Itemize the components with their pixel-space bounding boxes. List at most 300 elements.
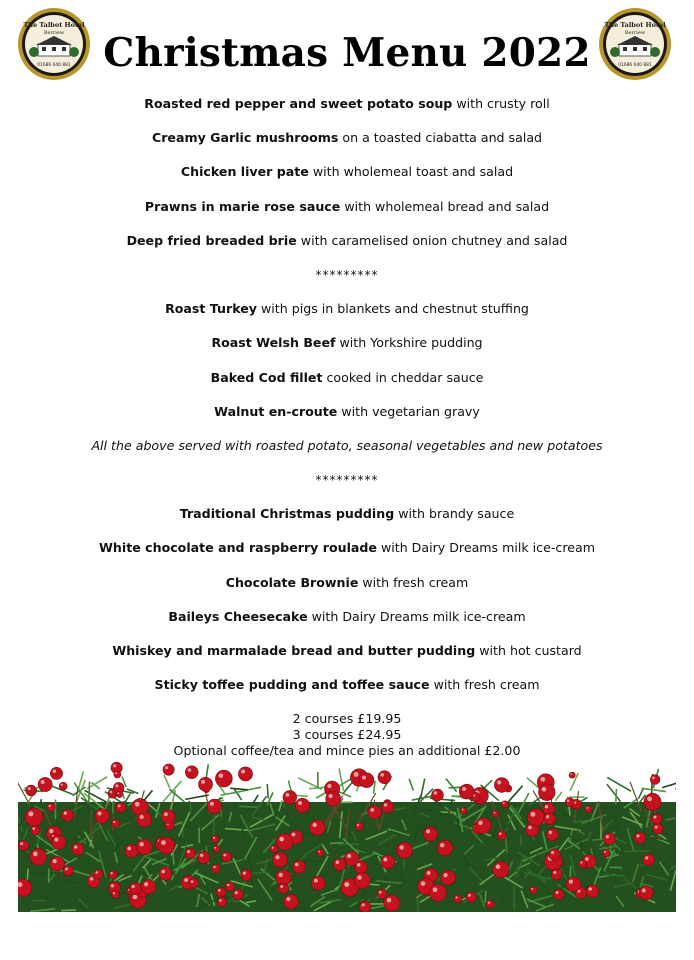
berry-highlight (95, 871, 98, 874)
red-berry (345, 851, 359, 865)
berry-highlight (28, 787, 31, 790)
menu-body (0, 94, 694, 709)
red-berry (163, 764, 174, 775)
berry-highlight (292, 833, 296, 837)
dish-description: with brandy sauce (394, 506, 515, 522)
berry-highlight (426, 829, 430, 833)
dish-name: Traditional Christmas pudding (179, 506, 395, 522)
red-berry (650, 775, 660, 785)
berry-highlight (427, 871, 431, 875)
red-berry (31, 826, 40, 835)
berry-highlight (223, 854, 226, 857)
dish-description: with Dairy Dreams milk ice-cream (376, 540, 595, 556)
berry-highlight (642, 889, 646, 893)
berry-highlight (275, 855, 279, 859)
dish-name: Baked Cod fillet (210, 369, 323, 385)
red-berry (652, 814, 663, 825)
berry-highlight (604, 851, 606, 853)
pine-needle (625, 851, 649, 852)
red-berry (212, 835, 219, 842)
pine-needle (555, 792, 562, 801)
dish-description: with fresh cream (429, 677, 540, 693)
berry-highlight (586, 807, 588, 809)
berry-highlight (90, 877, 94, 881)
red-berry (207, 799, 221, 813)
red-berry (295, 798, 309, 812)
berry-highlight (362, 903, 365, 906)
berry-highlight (113, 821, 115, 823)
red-berry (377, 889, 387, 899)
pine-needle (112, 803, 113, 818)
pine-needle (616, 789, 617, 804)
logo-name: The Talbot Hotel (23, 21, 85, 29)
berry-highlight (219, 773, 224, 778)
berry-highlight (636, 834, 639, 837)
red-berry (459, 784, 474, 799)
dish-name: Deep fried breaded brie (126, 232, 297, 248)
red-berry (284, 894, 299, 909)
berry-highlight (115, 772, 117, 774)
dish-name: Roasted red pepper and sweet potato soup (144, 96, 453, 111)
starter-item (0, 162, 694, 196)
red-berry (30, 848, 47, 865)
dish-name: Roast Turkey (165, 301, 257, 317)
berry-highlight (645, 856, 648, 859)
red-berry (158, 837, 175, 854)
berry-highlight (545, 805, 548, 808)
pine-needle (80, 803, 103, 804)
berry-highlight (210, 802, 214, 806)
dish-name: Sticky toffee pudding and toffee sauce (154, 677, 430, 693)
dish-description: with crusty roll (452, 96, 550, 111)
red-berry (270, 845, 277, 852)
dish-name: Baileys Cheesecake (168, 608, 308, 624)
red-berry (222, 852, 232, 862)
pine-needle (675, 788, 676, 789)
red-berry (384, 895, 400, 911)
berry-highlight (200, 854, 203, 857)
berry-highlight (455, 897, 457, 899)
dessert-item (0, 538, 694, 572)
berry-highlight (540, 777, 545, 782)
berry-highlight (161, 840, 166, 845)
section-separator: ********* (315, 267, 379, 282)
red-berry (527, 809, 544, 826)
red-berry (569, 772, 575, 778)
dessert-item (0, 504, 694, 538)
red-berry (189, 878, 199, 888)
pine-needle (639, 788, 644, 798)
berry-highlight (280, 885, 283, 888)
berry-highlight (488, 901, 490, 903)
dish-description: cooked in cheddar sauce (322, 369, 484, 385)
berry-highlight (567, 799, 570, 802)
red-berry (216, 887, 226, 897)
berry-highlight (380, 773, 384, 777)
berry-highlight (357, 824, 359, 826)
red-berry (381, 855, 395, 869)
berry-highlight (478, 821, 482, 825)
berry-highlight (528, 826, 532, 830)
pine-needle (202, 882, 203, 896)
red-berry (129, 883, 141, 895)
red-berry (61, 809, 73, 821)
red-berry (475, 818, 491, 834)
red-berry (161, 810, 175, 824)
holly-berry-garland-image (18, 762, 676, 912)
pine-needle (330, 843, 343, 844)
berry-highlight (113, 764, 116, 767)
red-berry (116, 791, 122, 797)
red-berry (554, 889, 564, 899)
red-berry (454, 895, 462, 903)
red-berry (225, 882, 234, 891)
berry-highlight (279, 873, 283, 877)
berry-highlight (462, 787, 466, 791)
red-berry (114, 771, 121, 778)
berry-highlight (503, 802, 505, 804)
red-berry (199, 777, 213, 791)
berry-highlight (553, 871, 556, 874)
red-berry (432, 789, 444, 801)
pine-needle (185, 795, 209, 799)
berry-highlight (570, 773, 572, 775)
pine-needle (605, 875, 625, 876)
berry-highlight (272, 847, 274, 849)
pine-needle (662, 781, 676, 787)
pine-needle (230, 788, 248, 790)
dish-description: with Dairy Dreams milk ice-cream (307, 608, 526, 624)
pine-needle (169, 789, 184, 802)
berry-highlight (41, 780, 45, 784)
berry-highlight (314, 879, 318, 883)
berry-highlight (219, 899, 222, 902)
price-two-courses: 2 courses £19.95 (292, 711, 402, 726)
red-berry (137, 839, 153, 855)
berry-highlight (354, 772, 359, 777)
berry-highlight (443, 873, 447, 877)
mains-note: All the above served with roasted potato, seasonal vegetables and new potatoes (91, 437, 603, 453)
red-berry (493, 861, 509, 877)
logo-place: Berriew (43, 30, 65, 36)
red-berry (461, 807, 467, 813)
berry-highlight (421, 881, 426, 886)
berry-highlight (542, 787, 547, 792)
red-berry (530, 886, 537, 893)
berry-highlight (379, 891, 382, 894)
berry-highlight (327, 784, 331, 788)
red-berry (185, 766, 198, 779)
dish-description: with pigs in blankets and chestnut stuffing (256, 301, 529, 317)
red-berry (355, 822, 363, 830)
berry-highlight (347, 854, 351, 858)
red-berry (604, 833, 616, 845)
red-berry (494, 778, 509, 793)
red-berry (368, 806, 381, 819)
main-item (0, 333, 694, 367)
red-berry (63, 866, 73, 876)
berry-highlight (165, 766, 168, 769)
red-berry (198, 851, 210, 863)
berry-highlight (74, 845, 77, 848)
main-item (0, 299, 694, 333)
berry-highlight (98, 811, 102, 815)
berry-highlight (295, 863, 299, 867)
dish-description: with wholemeal toast and salad (308, 164, 514, 180)
red-berry (549, 849, 560, 860)
red-berry (213, 845, 220, 852)
dish-description: with Yorkshire pudding (335, 335, 483, 351)
berry-highlight (362, 775, 366, 779)
berry-highlight (344, 882, 349, 887)
red-berry (382, 801, 394, 813)
red-berry (212, 864, 220, 872)
berry-highlight (357, 863, 360, 866)
dish-name: White chocolate and raspberry roulade (99, 540, 377, 556)
red-berry (586, 885, 599, 898)
pine-needle (502, 897, 503, 908)
pine-needle (514, 886, 515, 910)
berry-highlight (312, 823, 316, 827)
pine-needle (409, 779, 413, 791)
red-berry (643, 854, 655, 866)
berry-highlight (132, 885, 135, 888)
main-item (0, 402, 694, 436)
red-berry (25, 808, 43, 826)
red-berry (437, 840, 453, 856)
berry-highlight (549, 831, 552, 834)
main-item (0, 368, 694, 402)
red-berry (644, 793, 661, 810)
dessert-item (0, 573, 694, 607)
berry-highlight (20, 842, 23, 845)
red-berry (38, 777, 52, 791)
red-berry (653, 824, 663, 834)
berry-highlight (115, 784, 118, 787)
logo-phone: 01686 640 881 (37, 63, 71, 68)
berry-highlight (184, 878, 188, 882)
berry-highlight (387, 898, 392, 903)
dish-name: Whiskey and marmalade bread and butter pudding (112, 643, 476, 658)
berry-highlight (161, 870, 165, 874)
red-berry (283, 791, 297, 805)
dessert-item (0, 607, 694, 641)
berry-highlight (54, 838, 58, 842)
red-berry (551, 869, 562, 880)
pine-needle (89, 781, 90, 802)
berry-highlight (399, 845, 403, 849)
red-berry (546, 829, 558, 841)
red-berry (278, 883, 288, 893)
berry-highlight (647, 796, 652, 801)
berry-highlight (585, 857, 589, 861)
berry-highlight (530, 812, 535, 817)
red-berry (47, 803, 55, 811)
berry-highlight (213, 837, 215, 839)
red-berry (396, 842, 412, 858)
red-berry (141, 880, 155, 894)
red-berry (360, 901, 371, 912)
red-berry (634, 832, 645, 843)
berry-highlight (53, 770, 56, 773)
pine-needle (642, 788, 666, 791)
berry-highlight (144, 882, 148, 886)
logo-phone: 01686 640 881 (618, 63, 652, 68)
berry-highlight (191, 880, 194, 883)
red-berry (602, 849, 610, 857)
red-berry (241, 869, 252, 880)
pine-needle (27, 869, 28, 881)
red-berry (359, 773, 374, 788)
red-berry (233, 889, 244, 900)
logo-name: The Talbot Hotel (604, 21, 666, 29)
pine-needle (214, 813, 215, 837)
berry-highlight (140, 815, 144, 819)
berry-highlight (433, 887, 438, 892)
berry-highlight (139, 842, 143, 846)
red-berry (109, 870, 117, 878)
berry-highlight (328, 794, 332, 798)
red-berry (579, 860, 587, 868)
red-berry (326, 791, 341, 806)
red-berry (565, 798, 574, 807)
garland-illustration (18, 762, 676, 912)
dish-name: Roast Welsh Beef (211, 335, 336, 351)
berry-highlight (61, 784, 63, 786)
red-berry (95, 809, 110, 824)
red-berry (333, 858, 345, 870)
dish-description: with hot custard (475, 643, 582, 658)
red-berry (112, 819, 120, 827)
red-berry (544, 813, 556, 825)
dish-description: on a toasted ciabatta and salad (338, 130, 543, 146)
red-berry (378, 771, 391, 784)
berry-highlight (65, 868, 68, 871)
berry-highlight (298, 801, 302, 805)
red-berry (429, 884, 446, 901)
berry-highlight (235, 891, 238, 894)
berry-highlight (201, 780, 205, 784)
pine-needle (267, 784, 268, 798)
berry-highlight (531, 888, 533, 890)
berry-highlight (164, 812, 168, 816)
berry-highlight (64, 811, 67, 814)
berry-highlight (188, 768, 192, 772)
red-berry (125, 844, 138, 857)
price-block (0, 711, 694, 759)
berry-highlight (556, 891, 559, 894)
red-berry (137, 812, 152, 827)
red-berry (423, 827, 437, 841)
berry-highlight (214, 847, 216, 849)
red-berry (50, 767, 62, 779)
berry-highlight (241, 770, 245, 774)
berry-highlight (286, 897, 290, 901)
red-berry (116, 803, 126, 813)
red-berry (310, 820, 325, 835)
dish-name: Prawns in marie rose sauce (144, 198, 341, 214)
red-berry (26, 785, 37, 796)
pine-needle (421, 779, 425, 799)
berry-highlight (286, 793, 290, 797)
berry-highlight (117, 792, 119, 794)
berry-highlight (434, 791, 437, 794)
red-berry (215, 770, 232, 787)
berry-highlight (33, 852, 38, 857)
red-berry (72, 843, 84, 855)
berry-highlight (655, 826, 658, 829)
berry-highlight (468, 894, 471, 897)
berry-highlight (652, 776, 655, 779)
berry-highlight (462, 809, 464, 811)
red-berry (159, 867, 172, 880)
berry-highlight (52, 835, 54, 837)
berry-highlight (384, 803, 387, 806)
red-berry (354, 872, 370, 888)
red-berry (276, 834, 292, 850)
berry-highlight (383, 858, 387, 862)
berry-highlight (551, 851, 554, 854)
red-berry (317, 849, 324, 856)
dessert-item (0, 675, 694, 709)
section-separator: ********* (315, 473, 379, 488)
pine-needle (239, 806, 258, 807)
berry-highlight (133, 895, 138, 900)
berry-highlight (110, 791, 113, 794)
berry-highlight (227, 884, 230, 887)
red-berry (217, 897, 226, 906)
red-berry (441, 870, 456, 885)
berry-highlight (28, 811, 33, 816)
berry-highlight (49, 805, 51, 807)
berry-highlight (580, 861, 582, 863)
red-berry (185, 848, 195, 858)
page-title: Christmas Menu 2022 (103, 30, 591, 76)
red-berry (59, 782, 67, 790)
berry-highlight (32, 827, 35, 830)
red-berry (486, 900, 494, 908)
dish-name: Chicken liver pate (180, 164, 309, 180)
red-berry (111, 891, 119, 899)
berry-highlight (497, 780, 501, 784)
starter-item (0, 197, 694, 231)
berry-highlight (111, 884, 114, 887)
berry-highlight (135, 802, 140, 807)
berry-highlight (243, 872, 246, 875)
dish-name: Creamy Garlic mushrooms (151, 130, 339, 146)
dish-description: with fresh cream (358, 574, 469, 590)
red-berry (497, 831, 506, 840)
berry-highlight (654, 816, 657, 819)
berry-highlight (499, 832, 501, 834)
starter-item (0, 128, 694, 162)
pine-needle (607, 784, 621, 801)
pine-needle (164, 775, 170, 788)
red-berry (492, 810, 499, 817)
pine-needle (446, 778, 457, 791)
berry-highlight (318, 851, 320, 853)
berry-highlight (370, 808, 374, 812)
berry-highlight (213, 866, 215, 868)
logo-place: Berriew (624, 30, 646, 36)
red-berry (273, 852, 288, 867)
berry-highlight (493, 812, 495, 814)
price-three-courses: 3 courses £24.95 (292, 727, 402, 742)
berry-highlight (279, 837, 284, 842)
dessert-item (0, 641, 694, 675)
red-berry (94, 869, 103, 878)
dish-description: with vegetarian gravy (337, 403, 480, 419)
